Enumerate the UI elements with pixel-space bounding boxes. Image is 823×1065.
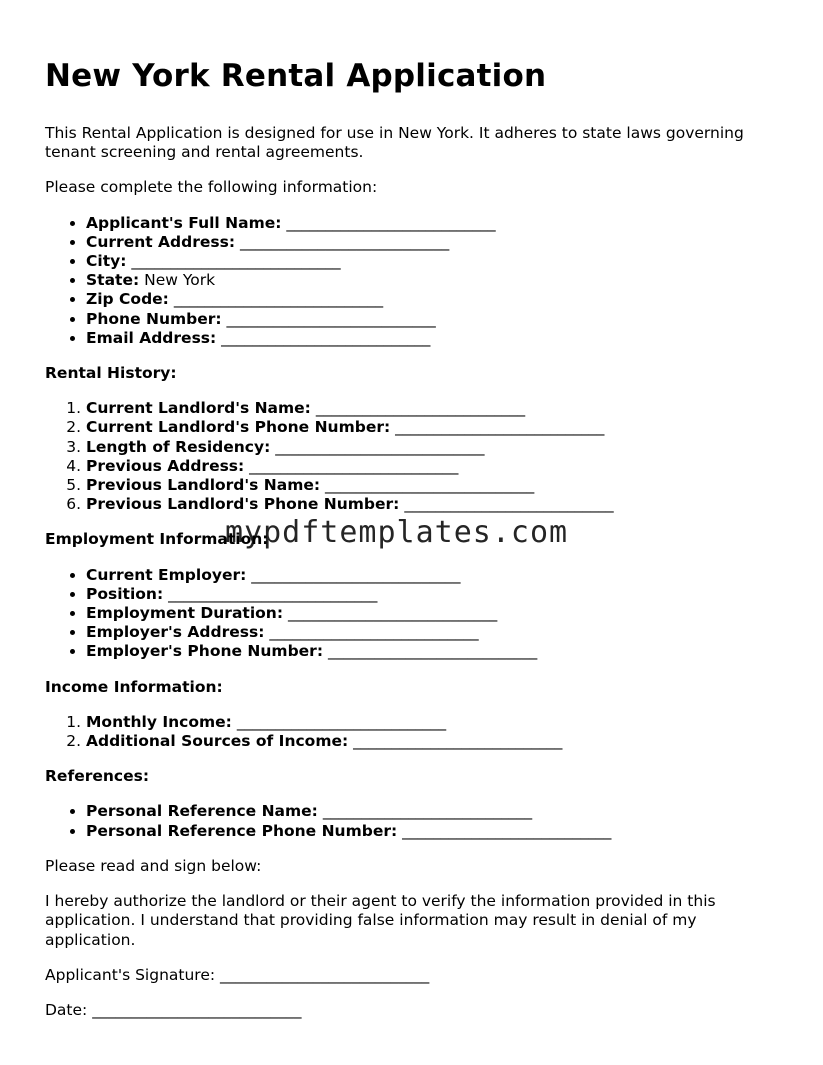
authorization-paragraph: I hereby authorize the landlord or their agent to verify the information provided in this application. I understand that providing false information may result in denial of my application. [45, 892, 716, 949]
field-blank[interactable]: ___________________________ [402, 821, 612, 840]
list-item [86, 457, 785, 476]
watermark: mypdftemplates.com [225, 515, 569, 550]
field-value: New York [144, 271, 216, 290]
list-item [86, 418, 785, 437]
field-blank[interactable]: ___________________________ [322, 802, 533, 821]
signature-line [45, 966, 785, 985]
list-item [86, 310, 785, 329]
applicant-info-list [45, 214, 785, 348]
field-blank[interactable]: ___________________________ [236, 712, 447, 731]
field-label: Current Address: [86, 232, 236, 251]
field-label: Previous Address: [86, 456, 245, 475]
field-blank[interactable]: ___________________________ [395, 418, 605, 437]
list-item [86, 329, 785, 348]
field-blank[interactable]: ___________________________ [249, 456, 459, 475]
employment-heading: Employment Information: [45, 530, 269, 549]
list-item [86, 623, 785, 642]
page-title: New York Rental Application [45, 58, 547, 94]
list-item [86, 732, 785, 751]
field-label: Position: [86, 584, 164, 603]
field-label: Phone Number: [86, 309, 222, 328]
list-item [86, 585, 785, 604]
list-item [86, 438, 785, 457]
field-blank[interactable]: ___________________________ [239, 232, 450, 251]
list-item [86, 713, 785, 732]
field-label: Current Employer: [86, 565, 247, 584]
field-blank[interactable]: ___________________________ [325, 476, 535, 495]
list-item [86, 822, 785, 841]
field-label: Employer's Address: [86, 623, 265, 642]
list-item [86, 399, 785, 418]
field-blank[interactable]: ___________________________ [251, 565, 461, 584]
field-blank[interactable]: ___________________________ [353, 732, 563, 751]
field-label: Length of Residency: [86, 437, 271, 456]
field-blank[interactable]: ___________________________ [173, 290, 384, 309]
references-list [45, 802, 785, 840]
signature-label: Applicant's Signature: [45, 965, 216, 984]
field-blank[interactable]: ___________________________ [226, 309, 436, 328]
field-blank[interactable]: ___________________________ [287, 604, 498, 623]
list-item [86, 290, 785, 309]
list-item [86, 233, 785, 252]
field-label: City: [86, 252, 127, 271]
field-blank[interactable]: ___________________________ [221, 328, 431, 347]
income-list [45, 713, 785, 751]
references-heading: References: [45, 767, 150, 786]
field-label: Applicant's Full Name: [86, 213, 282, 232]
list-item [86, 252, 785, 271]
income-heading: Income Information: [45, 677, 223, 696]
field-label: Zip Code: [86, 290, 169, 309]
field-blank[interactable]: ___________________________ [131, 252, 341, 271]
date-blank[interactable]: ___________________________ [92, 1000, 302, 1019]
sign-instruction: Please read and sign below: [45, 856, 262, 875]
field-label: Current Landlord's Name: [86, 399, 311, 418]
rental-history-heading: Rental History: [45, 364, 177, 383]
field-blank[interactable]: ___________________________ [275, 437, 485, 456]
list-item [86, 604, 785, 623]
rental-history-list [45, 399, 785, 514]
signature-blank[interactable]: ___________________________ [220, 965, 430, 984]
intro-paragraph: This Rental Application is designed for use in New York. It adheres to state laws governing tenant screening and rental agreements. [45, 124, 744, 162]
field-label: Previous Landlord's Phone Number: [86, 495, 400, 514]
list-item [86, 271, 785, 290]
field-label: Additional Sources of Income: [86, 732, 349, 751]
field-blank[interactable]: ___________________________ [168, 584, 378, 603]
field-label: Personal Reference Phone Number: [86, 821, 398, 840]
list-item [86, 802, 785, 821]
list-item [86, 214, 785, 233]
list-item [86, 566, 785, 585]
date-label: Date: [45, 1000, 88, 1019]
field-label: Previous Landlord's Name: [86, 476, 321, 495]
list-item [86, 642, 785, 661]
field-blank[interactable]: ___________________________ [315, 399, 526, 418]
field-label: Personal Reference Name: [86, 802, 318, 821]
field-label: Current Landlord's Phone Number: [86, 418, 391, 437]
instruction-text: Please complete the following information: [45, 178, 378, 197]
field-label: Employer's Phone Number: [86, 642, 324, 661]
field-label: Monthly Income: [86, 712, 232, 731]
employment-list [45, 566, 785, 662]
field-blank[interactable]: ___________________________ [286, 213, 496, 232]
field-label: State: [86, 271, 140, 290]
field-blank[interactable]: ___________________________ [404, 495, 614, 514]
field-label: Email Address: [86, 328, 217, 347]
field-blank[interactable]: ___________________________ [327, 642, 538, 661]
field-label: Employment Duration: [86, 604, 284, 623]
list-item [86, 476, 785, 495]
date-line [45, 1001, 785, 1020]
list-item [86, 495, 785, 514]
field-blank[interactable]: ___________________________ [269, 623, 479, 642]
